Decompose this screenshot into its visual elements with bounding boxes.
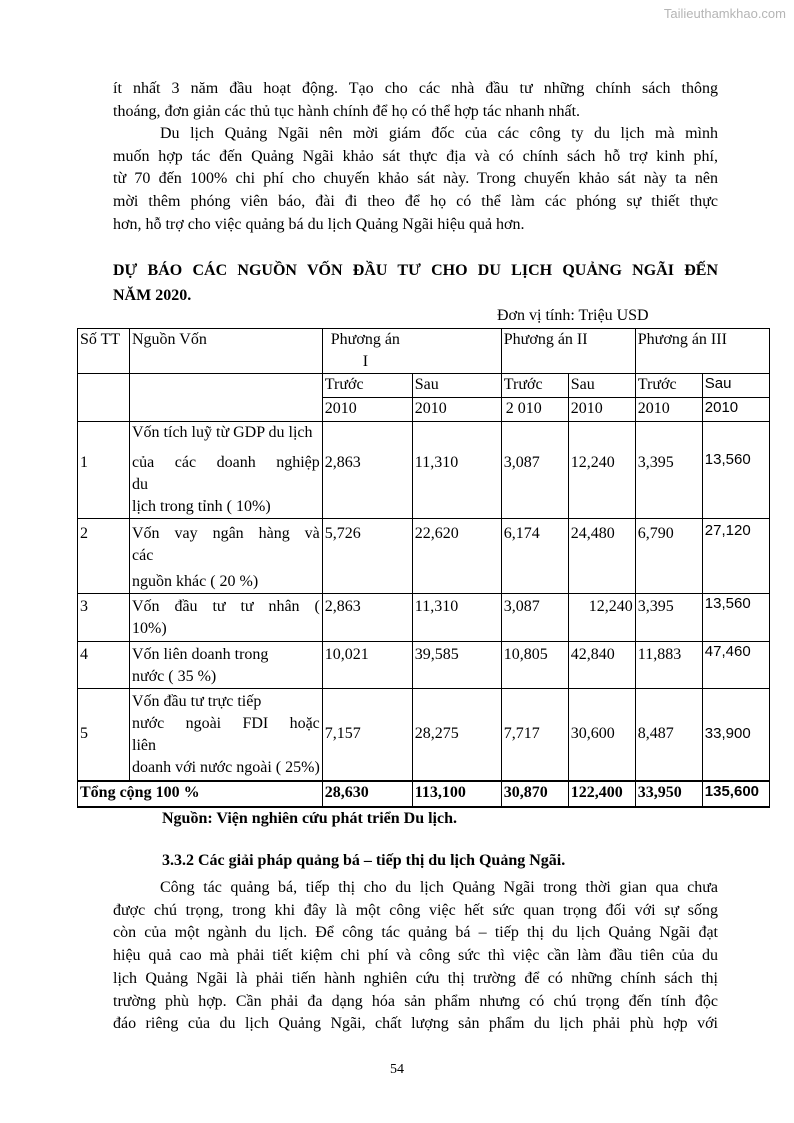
text-line: hơn, hỗ trợ cho việc quảng bá du lịch Quảng Ngãi hiệu quả hơn. xyxy=(113,215,525,233)
row-value: 24,480 xyxy=(568,518,635,593)
watermark: Tailieuthamkhao.com xyxy=(663,6,786,21)
header-after: Sau xyxy=(412,374,501,398)
row-label: Vốn đầu tư trực tiếp nước ngoài FDI hoặc liên doanh với nước ngoài ( 25%) xyxy=(130,688,323,781)
header-year: 2010 xyxy=(568,398,635,422)
table-row xyxy=(78,448,770,519)
investment-forecast-table xyxy=(77,328,770,808)
row-value: 12,240 xyxy=(568,448,635,519)
source-note: Nguồn: Viện nghiên cứu phát triển Du lịch. xyxy=(162,810,457,827)
text-line: ít nhất 3 năm đầu hoạt động. Tạo cho các nhà đầu tư những chính sách thông xyxy=(113,80,718,97)
total-value: 122,400 xyxy=(568,781,635,807)
row-value: 10,021 xyxy=(322,641,412,688)
row-value: 8,487 xyxy=(635,688,702,781)
table-row xyxy=(78,593,770,641)
row-label: Vốn vay ngân hàng và các nguồn khác ( 20 %) xyxy=(130,518,323,593)
total-value: 28,630 xyxy=(322,781,412,807)
intro-paragraph-1 xyxy=(113,78,718,123)
row-value: 2,863 xyxy=(322,448,412,519)
table-total-row xyxy=(78,781,770,807)
row-value: 13,560 xyxy=(702,593,769,641)
row-value: 33,900 xyxy=(702,688,769,781)
page-number: 54 xyxy=(390,1062,404,1077)
total-label: Tổng cộng 100 % xyxy=(78,781,323,807)
total-value: 30,870 xyxy=(501,781,568,807)
row-label: của các doanh nghiệp du lịch trong tỉnh ( 10%) xyxy=(130,448,323,519)
row-value: 5,726 xyxy=(322,518,412,593)
header-year: 2010 xyxy=(635,398,702,422)
row-value: 2,863 xyxy=(322,593,412,641)
table-row xyxy=(78,688,770,781)
text-line: từ 70 đến 100% chi phí cho chuyến khảo sát này. Trong chuyến khảo sát này ta nên xyxy=(113,170,718,188)
heading-line: DỰ BÁO CÁC NGUỒN VỐN ĐẦU TƯ CHO DU LỊCH QUẢNG NGÃI ĐẾN xyxy=(113,262,718,279)
row-value: 12,240 xyxy=(568,593,635,641)
row-value: 10,805 xyxy=(501,641,568,688)
total-value: 113,100 xyxy=(412,781,501,807)
text-line: trường phù hợp. Cần phải đa dạng hóa sản phẩm nhưng có chú trọng đến tính độc xyxy=(113,992,718,1010)
row-stt: 5 xyxy=(78,688,130,781)
table-subheader-row xyxy=(78,374,770,398)
header-after: Sau xyxy=(568,374,635,398)
row-label: Vốn đầu tư tư nhân ( 10%) xyxy=(130,593,323,641)
row-value: 47,460 xyxy=(702,641,769,688)
table-row xyxy=(78,518,770,593)
total-value: 135,600 xyxy=(702,781,769,807)
heading-line: NĂM 2020. xyxy=(113,287,192,304)
header-option-2: Phương án II xyxy=(501,329,635,374)
intro-paragraph-2 xyxy=(113,123,718,237)
text-line: mời thêm phóng viên báo, đài đi theo để họ có thể làm các phóng sự thiết thực xyxy=(113,193,718,211)
text-line: Du lịch Quảng Ngãi nên mời giám đốc của các công ty du lịch mà mình xyxy=(160,125,718,142)
header-after: Sau xyxy=(702,374,769,398)
row-value: 7,157 xyxy=(322,688,412,781)
row-stt: 4 xyxy=(78,641,130,688)
row-value: 11,310 xyxy=(412,448,501,519)
row-value: 6,790 xyxy=(635,518,702,593)
text-line: hiệu quả cao mà phải tiết kiệm chi phí và công sức thì việc cần làm đầu tiên của du xyxy=(113,947,718,965)
header-year: 2010 xyxy=(702,398,769,422)
row-stt: 3 xyxy=(78,593,130,641)
row-value: 22,620 xyxy=(412,518,501,593)
row-value: 3,395 xyxy=(635,593,702,641)
header-year: 2 010 xyxy=(501,398,568,422)
row-value: 3,395 xyxy=(635,448,702,519)
total-value: 33,950 xyxy=(635,781,702,807)
header-before: Trước xyxy=(635,374,702,398)
row-label: Vốn liên doanh trong nước ( 35 %) xyxy=(130,641,323,688)
row-value: 30,600 xyxy=(568,688,635,781)
row-value: 42,840 xyxy=(568,641,635,688)
table-year-row xyxy=(78,398,770,422)
row-value: 27,120 xyxy=(702,518,769,593)
text-line: Công tác quảng bá, tiếp thị cho du lịch Quảng Ngãi trong thời gian qua chưa xyxy=(160,879,718,896)
text-line: còn của một ngành du lịch. Để công tác quảng bá – tiếp thị du lịch Quảng Ngãi đạt xyxy=(113,924,718,942)
section-title: 3.3.2 Các giải pháp quảng bá – tiếp thị du lịch Quảng Ngãi. xyxy=(162,852,566,869)
header-option-1 xyxy=(322,329,501,374)
header-stt: Số TT xyxy=(78,329,130,374)
row-value: 3,087 xyxy=(501,593,568,641)
header-option-3: Phương án III xyxy=(635,329,769,374)
group-label: Vốn tích luỹ từ GDP du lịch xyxy=(130,422,323,448)
header-option-1-label: Phương án xyxy=(330,331,400,348)
header-before: Trước xyxy=(322,374,412,398)
row-value: 6,174 xyxy=(501,518,568,593)
text-line: đáo riêng của du lịch Quảng Ngãi, chất lượng sản phẩm du lịch phải phù hợp với xyxy=(113,1015,718,1033)
row-value: 28,275 xyxy=(412,688,501,781)
text-line: muốn hợp tác đến Quảng Ngãi khảo sát thực địa và có chính sách hỗ trợ kinh phí, xyxy=(113,147,718,165)
row-value: 11,310 xyxy=(412,593,501,641)
row-value: 7,717 xyxy=(501,688,568,781)
forecast-heading xyxy=(113,258,718,308)
table-group-row xyxy=(78,422,770,448)
text-line: thoáng, đơn giản các thủ tục hành chính để họ có thể hợp tác nhanh nhất. xyxy=(113,102,581,120)
header-year: 2010 xyxy=(322,398,412,422)
header-option-1-number: I xyxy=(362,353,369,370)
table-row xyxy=(78,641,770,688)
row-stt: 2 xyxy=(78,518,130,593)
table-header-row xyxy=(78,329,770,374)
row-value: 13,560 xyxy=(702,448,769,519)
text-line: lịch Quảng Ngãi là phải tiến hành nghiên cứu thị trường để có những chính sách thị xyxy=(113,969,718,987)
row-value: 11,883 xyxy=(635,641,702,688)
text-line: được chú trọng, trong khi đây là một công việc hết sức quan trọng đối với sự sống xyxy=(113,901,718,919)
body-paragraph xyxy=(113,877,718,1036)
row-value: 3,087 xyxy=(501,448,568,519)
header-before: Trước xyxy=(501,374,568,398)
unit-label: Đơn vị tính: Triệu USD xyxy=(497,307,649,324)
header-year: 2010 xyxy=(412,398,501,422)
row-stt: 1 xyxy=(78,448,130,519)
header-source: Nguồn Vốn xyxy=(130,329,323,374)
row-value: 39,585 xyxy=(412,641,501,688)
